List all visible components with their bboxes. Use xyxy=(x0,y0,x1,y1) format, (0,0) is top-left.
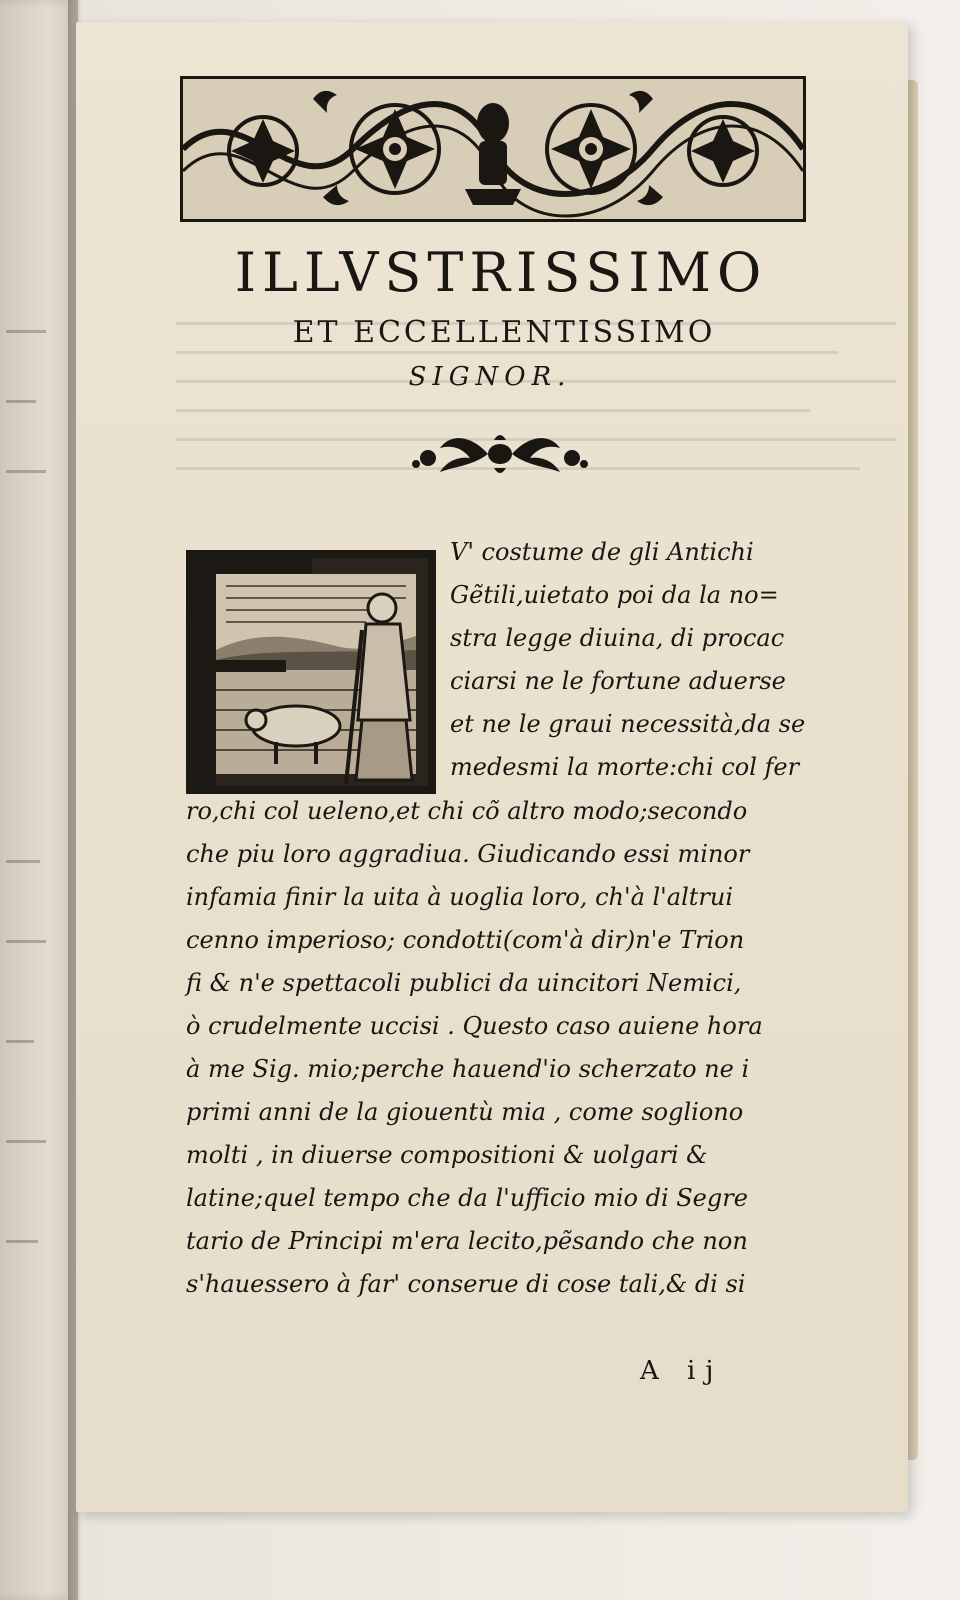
text-line: stra legge diuina, di procac xyxy=(450,624,785,652)
text-line: ro,chi col ueleno,et chi cõ altro modo;secondo xyxy=(186,797,748,825)
facing-page-edge xyxy=(0,0,78,1600)
title-line-2: ET ECCELLENTISSIMO xyxy=(292,315,716,350)
text-line: latine;quel tempo che da l'ufficio mio di Segre xyxy=(186,1184,748,1212)
text-line: s'hauessero à far' conserue di cose tali,& di si xyxy=(186,1270,746,1298)
text-line: che piu loro aggradiua. Giudicando essi minor xyxy=(186,840,750,868)
text-line: Gẽtili,uietato poi da la no= xyxy=(450,581,779,609)
woodcut-initial xyxy=(186,550,436,794)
text-line: ciarsi ne le fortune aduerse xyxy=(450,667,786,695)
shepherd-woodcut-icon xyxy=(186,550,436,794)
text-line: ò crudelmente uccisi . Questo caso auiene hora xyxy=(186,1012,763,1040)
title-line-1: ILLVSTRISSIMO xyxy=(234,241,768,304)
text-line: V' costume de gli Antichi xyxy=(450,538,754,566)
text-line: medesmi la morte:chi col fer xyxy=(450,753,800,781)
text-line: à me Sig. mio;perche hauend'io scherzato ne i xyxy=(186,1055,750,1083)
text-line: fi & n'e spettacoli publici da uincitori Nemici, xyxy=(186,969,742,997)
foliage-scroll-icon xyxy=(183,79,803,219)
signature-mark: A ij xyxy=(640,1356,724,1386)
facing-page-text-traces xyxy=(6,0,66,1600)
text-line: molti , in diuerse compositioni & uolgari & xyxy=(186,1141,708,1169)
headpiece-ornament xyxy=(180,76,806,222)
fleuron-ornament-icon xyxy=(410,428,590,480)
title-line-3: SIGNOR. xyxy=(408,362,572,392)
text-line: primi anni de la giouentù mia , come sogliono xyxy=(186,1098,744,1126)
text-line: infamia finir la uita à uoglia loro, ch'à l'altrui xyxy=(186,883,734,911)
text-line: cenno imperioso; condotti(com'à dir)n'e Trion xyxy=(186,926,745,954)
text-line: et ne le graui necessità,da se xyxy=(450,710,806,738)
text-line: tario de Principi m'era lecito,pẽsando che non xyxy=(186,1227,748,1255)
